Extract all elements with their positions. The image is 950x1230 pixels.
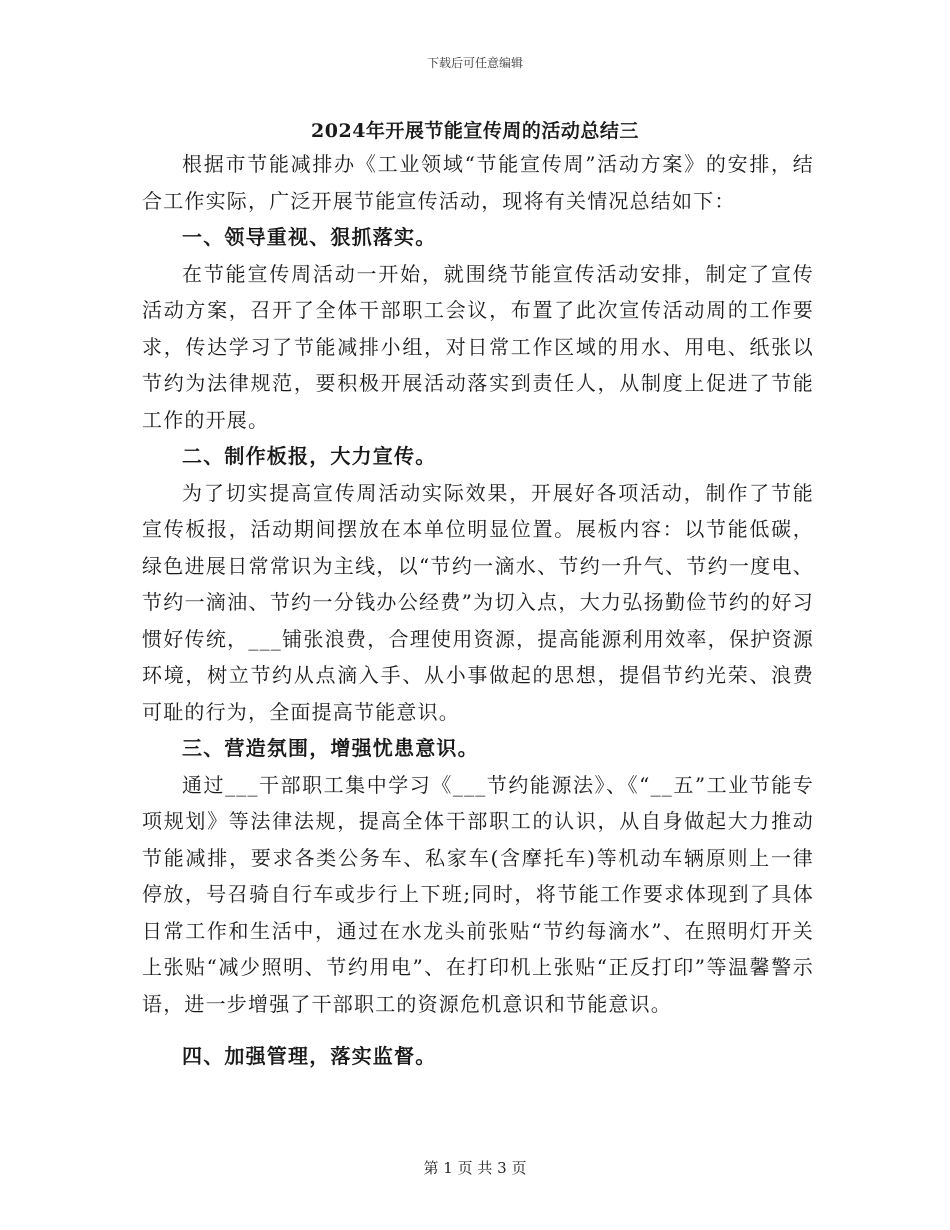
header-note: 下载后可任意编辑	[426, 56, 523, 70]
document-title: 2024年开展节能宣传周的活动总结三	[311, 120, 639, 142]
section-1-paragraph: 在节能宣传周活动一开始，就围绕节能宣传活动安排，制定了宣传活动方案，召开了全体干部职工会议，布置了此次宣传活动周的工作要求，传达学习了节能减排小组，对日常工作区域的用水、用电、纸张以节约为法律规范，要积极开展活动落实到责任人，从制度上促进了节能工作的开展。	[142, 261, 814, 432]
section-3-paragraph: 通过___干部职工集中学习《___节约能源法》、《“__五”工业节能专项规划》等法律法规，提高全体干部职工的认识，从自身做起大力推动节能减排，要求各类公务车、私家车(含摩托车)等机动车辆原则上一律停放，号召骑自行车或步行上下班;同时，将节能工作要求体现到了具体日常工作和生活中，通过在水龙头前张贴“节约每滴水”、在照明灯开关上张贴“减少照明、节约用电”、在打印机上张贴“正反打印”等温馨警示语，进一步增强了干部职工的资源危机意识和节能意识。	[142, 772, 814, 1016]
section-heading-2: 二、制作板报，大力宣传。	[182, 444, 437, 468]
page-indicator: 第 1 页 共 3 页	[423, 1159, 527, 1177]
section-2-paragraph: 为了切实提高宣传周活动实际效果，开展好各项活动，制作了节能宣传板报，活动期间摆放在本单位明显位置。展板内容：以节能低碳，绿色进展日常常识为主线，以“节约一滴水、节约一升气、节约一度电、节约一滴油、节约一分钱办公经费”为切入点，大力弘扬勤俭节约的好习惯好传统，___铺张浪费，合理使用资源，提高能源利用效率，保护资源环境，树立节约从点滴入手、从小事做起的思想，提倡节约光荣、浪费可耻的行为，全面提高节能意识。	[142, 480, 814, 724]
document-body	[142, 146, 814, 1075]
section-heading-4: 四、加强管理，落实监督。	[182, 1044, 437, 1068]
intro-paragraph: 根据市节能减排办《工业领域“节能宣传周”活动方案》的安排，结合工作实际，广泛开展节能宣传活动，现将有关情况总结如下：	[142, 152, 814, 213]
section-heading-1: 一、领导重视、狠抓落实。	[182, 225, 437, 249]
section-heading-3: 三、营造氛围，增强忧患意识。	[182, 736, 479, 760]
